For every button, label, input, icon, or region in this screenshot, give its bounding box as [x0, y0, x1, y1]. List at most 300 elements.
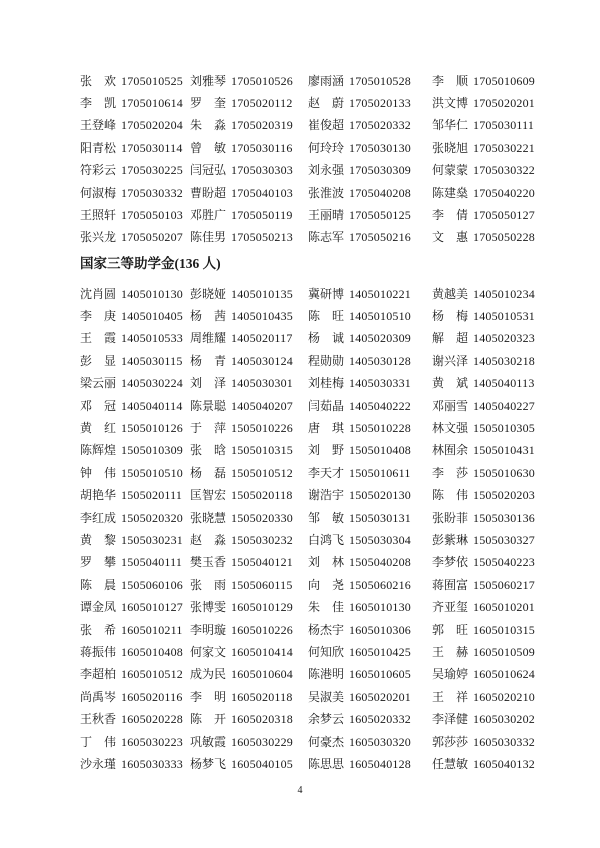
student-id: 1505030131 — [349, 510, 411, 525]
student-id: 1505020320 — [121, 510, 183, 525]
student-id: 1705030225 — [121, 163, 183, 178]
student-entry — [308, 72, 432, 89]
student-entry — [432, 509, 535, 526]
student-id: 1705020319 — [231, 118, 293, 133]
student-id: 1705020201 — [473, 96, 535, 111]
student-id: 1405020309 — [349, 331, 411, 346]
student-entry — [80, 307, 190, 324]
student-entry — [190, 486, 308, 503]
student-name: 张 欢 — [80, 73, 117, 88]
student-entry — [80, 688, 190, 705]
student-id: 1705030130 — [349, 140, 411, 155]
student-entry — [80, 755, 190, 772]
student-entry — [80, 665, 190, 682]
student-name: 王秋香 — [80, 712, 117, 727]
student-id: 1505040111 — [121, 555, 183, 570]
student-entry — [80, 374, 190, 391]
student-name: 林文强 — [432, 421, 469, 436]
student-entry — [190, 531, 308, 548]
student-entry — [190, 374, 308, 391]
student-entry — [432, 441, 535, 458]
student-entry — [432, 184, 535, 201]
student-name: 齐亚玺 — [432, 600, 469, 615]
student-id: 1705030111 — [473, 118, 535, 133]
student-name: 邹 敏 — [308, 510, 345, 525]
student-entry — [80, 733, 190, 750]
student-name: 丁 伟 — [80, 734, 117, 749]
student-entry — [190, 206, 308, 223]
student-name: 王 霞 — [80, 331, 117, 346]
student-id: 1605010306 — [349, 622, 411, 637]
student-entry — [190, 643, 308, 660]
student-entry — [80, 598, 190, 615]
student-id: 1605010129 — [231, 600, 293, 615]
student-name: 周维耀 — [190, 331, 227, 346]
student-id: 1705050228 — [473, 230, 535, 245]
student-id: 1505010226 — [231, 421, 293, 436]
student-id: 1605030332 — [473, 734, 535, 749]
student-entry — [190, 397, 308, 414]
student-id: 1605010512 — [121, 667, 183, 682]
student-entry — [308, 139, 432, 156]
student-id: 1705020133 — [349, 96, 411, 111]
student-entry — [190, 464, 308, 481]
student-id: 1405030224 — [121, 376, 183, 391]
student-entry — [190, 184, 308, 201]
student-id: 1505020111 — [121, 488, 183, 503]
student-id: 1505010408 — [349, 443, 411, 458]
student-entry — [308, 307, 432, 324]
student-entry — [432, 486, 535, 503]
student-id: 1705050216 — [349, 230, 411, 245]
student-name: 樊玉香 — [190, 555, 227, 570]
student-id: 1505040121 — [231, 555, 293, 570]
student-name: 陈 旺 — [308, 309, 345, 324]
student-id: 1405030115 — [121, 353, 183, 368]
student-name: 沙永瑾 — [80, 756, 117, 771]
student-entry — [432, 464, 535, 481]
student-entry — [190, 228, 308, 245]
student-name: 曾 敏 — [190, 140, 227, 155]
student-name: 彭紫琳 — [432, 532, 469, 547]
student-entry — [308, 94, 432, 111]
student-entry — [190, 665, 308, 682]
student-entry — [308, 464, 432, 481]
student-name: 杨 诚 — [308, 331, 345, 346]
student-entry — [190, 329, 308, 346]
student-id: 1605030320 — [349, 734, 411, 749]
student-name: 陈建燊 — [432, 185, 469, 200]
student-id: 1405040207 — [231, 398, 293, 413]
student-name: 张 希 — [80, 622, 117, 637]
student-id: 1405020117 — [231, 331, 293, 346]
student-name: 何知欣 — [308, 644, 345, 659]
student-name: 白鸿飞 — [308, 532, 345, 547]
student-name: 张 雨 — [190, 577, 227, 592]
student-id: 1605010201 — [473, 600, 535, 615]
student-name: 符彩云 — [80, 163, 117, 178]
student-entry — [190, 72, 308, 89]
student-name: 张淮波 — [308, 185, 345, 200]
student-entry — [308, 206, 432, 223]
student-name: 胡艳华 — [80, 488, 117, 503]
student-entry — [80, 329, 190, 346]
student-id: 1505060217 — [473, 577, 535, 592]
student-id: 1505010228 — [349, 421, 411, 436]
student-id: 1405040222 — [349, 398, 411, 413]
student-entry — [308, 285, 432, 302]
student-entry — [80, 621, 190, 638]
student-id: 1605010226 — [231, 622, 293, 637]
student-entry — [432, 576, 535, 593]
student-name: 李红成 — [80, 510, 117, 525]
student-entry — [80, 419, 190, 436]
student-id: 1605030333 — [121, 756, 183, 771]
student-name: 张兴龙 — [80, 230, 117, 245]
student-name: 张盼菲 — [432, 510, 469, 525]
section-heading: 国家三等助学金(136 人) — [80, 256, 221, 271]
student-id: 1505060115 — [231, 577, 293, 592]
student-name: 王 祥 — [432, 689, 469, 704]
student-id: 1405040227 — [473, 398, 535, 413]
student-name: 杨 茜 — [190, 309, 227, 324]
student-id: 1705030309 — [349, 163, 411, 178]
student-name: 匡智宏 — [190, 488, 227, 503]
student-id: 1605010425 — [349, 644, 411, 659]
student-id: 1405030218 — [473, 353, 535, 368]
student-entry — [432, 419, 535, 436]
student-entry — [432, 374, 535, 391]
student-entry — [432, 228, 535, 245]
student-name: 黄 红 — [80, 421, 117, 436]
student-name: 李天才 — [308, 465, 345, 480]
student-name: 杨 磊 — [190, 465, 227, 480]
student-name: 彭 显 — [80, 353, 117, 368]
student-entry — [190, 509, 308, 526]
student-id: 1705010528 — [349, 73, 411, 88]
student-name: 李 顺 — [432, 73, 469, 88]
student-name: 陈 伟 — [432, 488, 469, 503]
student-entry — [308, 329, 432, 346]
student-id: 1405010533 — [121, 331, 183, 346]
student-id: 1605010211 — [121, 622, 183, 637]
student-name: 陈辉煌 — [80, 443, 117, 458]
student-id: 1705030116 — [231, 140, 293, 155]
student-name: 邓 冠 — [80, 398, 117, 413]
student-id: 1405030128 — [349, 353, 411, 368]
student-id: 1605010605 — [349, 667, 411, 682]
student-name: 黄 斌 — [432, 376, 469, 391]
student-id: 1705020332 — [349, 118, 411, 133]
student-entry — [190, 621, 308, 638]
student-name: 杨杰宇 — [308, 622, 345, 637]
student-id: 1705030322 — [473, 163, 535, 178]
student-entry — [190, 285, 308, 302]
student-name: 刘桂梅 — [308, 376, 345, 391]
student-name: 任慧敏 — [432, 756, 469, 771]
student-name: 黄越美 — [432, 286, 469, 301]
student-name: 邹华仁 — [432, 118, 469, 133]
student-name: 何蒙蒙 — [432, 163, 469, 178]
student-name: 邓胜广 — [190, 208, 227, 223]
student-name: 邓丽雪 — [432, 398, 469, 413]
student-id: 1505010309 — [121, 443, 183, 458]
student-name: 巩敏霞 — [190, 734, 227, 749]
student-name: 赵 蔚 — [308, 96, 345, 111]
student-id: 1705010526 — [231, 73, 293, 88]
student-id: 1405040113 — [473, 376, 535, 391]
student-entry — [190, 598, 308, 615]
student-entry — [308, 397, 432, 414]
student-name: 陈佳男 — [190, 230, 227, 245]
student-name: 程勋勋 — [308, 353, 345, 368]
student-id: 1605020116 — [121, 689, 183, 704]
page-number: 4 — [297, 785, 303, 796]
student-id: 1605010624 — [473, 667, 535, 682]
student-name: 郭莎莎 — [432, 734, 469, 749]
student-name: 彭晓娅 — [190, 286, 227, 301]
student-name: 杨 青 — [190, 353, 227, 368]
student-id: 1405030331 — [349, 376, 411, 391]
student-name: 王照轩 — [80, 208, 117, 223]
student-id: 1505010315 — [231, 443, 293, 458]
student-entry — [432, 206, 535, 223]
student-id: 1605010604 — [231, 667, 293, 682]
student-id: 1605010408 — [121, 644, 183, 659]
student-entry — [80, 72, 190, 89]
student-name: 王 赫 — [432, 644, 469, 659]
student-name: 沈肖圆 — [80, 286, 117, 301]
student-entry — [190, 553, 308, 570]
student-name: 钟 伟 — [80, 465, 117, 480]
student-id: 1505030327 — [473, 532, 535, 547]
student-id: 1605020118 — [231, 689, 293, 704]
student-name: 文 惠 — [432, 230, 469, 245]
student-name: 李 凯 — [80, 96, 117, 111]
student-entry — [308, 228, 432, 245]
student-name: 林囿余 — [432, 443, 469, 458]
student-entry — [80, 161, 190, 178]
student-name: 何家文 — [190, 644, 227, 659]
student-entry — [80, 464, 190, 481]
student-name: 李 倩 — [432, 208, 469, 223]
student-entry — [432, 94, 535, 111]
student-entry — [80, 397, 190, 414]
student-id: 1505010305 — [473, 421, 535, 436]
student-id: 1605010315 — [473, 622, 535, 637]
student-name: 谭金凤 — [80, 600, 117, 615]
student-name: 刘 林 — [308, 555, 345, 570]
student-id: 1605030229 — [231, 734, 293, 749]
student-id: 1705020204 — [121, 118, 183, 133]
student-entry — [432, 329, 535, 346]
student-name: 张 晗 — [190, 443, 227, 458]
student-entry — [80, 441, 190, 458]
student-name: 王登峰 — [80, 118, 117, 133]
student-id: 1705010609 — [473, 73, 535, 88]
student-id: 1505030232 — [231, 532, 293, 547]
student-entry — [432, 161, 535, 178]
student-id: 1405020323 — [473, 331, 535, 346]
student-entry — [80, 576, 190, 593]
student-id: 1405010405 — [121, 309, 183, 324]
student-id: 1505030304 — [349, 532, 411, 547]
student-id: 1505060216 — [349, 577, 411, 592]
student-name: 唐 琪 — [308, 421, 345, 436]
student-id: 1705010614 — [121, 96, 183, 111]
student-entry — [432, 755, 535, 772]
student-id: 1705030221 — [473, 140, 535, 155]
student-name: 闫茹晶 — [308, 398, 345, 413]
student-entry — [190, 419, 308, 436]
student-name: 蒋振伟 — [80, 644, 117, 659]
student-id: 1605040132 — [473, 756, 535, 771]
student-entry — [308, 161, 432, 178]
student-entry — [432, 307, 535, 324]
student-entry — [308, 621, 432, 638]
student-entry — [80, 206, 190, 223]
student-entry — [190, 161, 308, 178]
student-name: 曹盼超 — [190, 185, 227, 200]
student-name: 陈港明 — [308, 667, 345, 682]
student-entry — [432, 397, 535, 414]
student-id: 1605010127 — [121, 600, 183, 615]
student-entry — [80, 285, 190, 302]
student-id: 1705030332 — [121, 185, 183, 200]
student-entry — [432, 710, 535, 727]
student-id: 1705050125 — [349, 208, 411, 223]
student-name: 成为民 — [190, 667, 227, 682]
student-entry — [432, 531, 535, 548]
student-name: 陈景聪 — [190, 398, 227, 413]
student-name: 刘永强 — [308, 163, 345, 178]
student-id: 1505010611 — [349, 465, 411, 480]
student-entry — [80, 509, 190, 526]
student-name: 陈思思 — [308, 756, 345, 771]
student-id: 1605020228 — [121, 712, 183, 727]
student-entry — [190, 576, 308, 593]
student-id: 1405010135 — [231, 286, 293, 301]
student-name: 张晓慧 — [190, 510, 227, 525]
student-id: 1605030202 — [473, 712, 535, 727]
student-name: 崔俊超 — [308, 118, 345, 133]
student-name: 解 超 — [432, 331, 469, 346]
student-entry — [308, 509, 432, 526]
student-id: 1505010512 — [231, 465, 293, 480]
student-name: 郭 旺 — [432, 622, 469, 637]
student-name: 赵 淼 — [190, 532, 227, 547]
student-id: 1505020330 — [231, 510, 293, 525]
student-entry — [308, 116, 432, 133]
student-entry — [80, 116, 190, 133]
student-name: 罗 攀 — [80, 555, 117, 570]
student-entry — [80, 228, 190, 245]
student-name: 尚禹岑 — [80, 689, 117, 704]
student-entry — [308, 419, 432, 436]
student-entry — [308, 374, 432, 391]
student-entry — [432, 688, 535, 705]
student-id: 1705010525 — [121, 73, 183, 88]
student-name: 刘 泽 — [190, 376, 227, 391]
student-entry — [432, 733, 535, 750]
student-id: 1605040128 — [349, 756, 411, 771]
student-id: 1605020210 — [473, 689, 535, 704]
student-id: 1605020201 — [349, 689, 411, 704]
student-entry — [190, 755, 308, 772]
student-id: 1605020318 — [231, 712, 293, 727]
student-id: 1505030231 — [121, 532, 183, 547]
student-name: 陈 开 — [190, 712, 227, 727]
student-name: 吴瑜婷 — [432, 667, 469, 682]
student-entry — [432, 116, 535, 133]
student-entry — [432, 643, 535, 660]
student-entry — [190, 688, 308, 705]
student-entry — [308, 598, 432, 615]
student-id: 1705020112 — [231, 96, 293, 111]
student-entry — [432, 665, 535, 682]
student-entry — [432, 553, 535, 570]
student-name: 李超柏 — [80, 667, 117, 682]
student-id: 1405030301 — [231, 376, 293, 391]
student-name: 李明璇 — [190, 622, 227, 637]
student-name: 李 莎 — [432, 465, 469, 480]
student-name: 何豪杰 — [308, 734, 345, 749]
student-entry — [190, 139, 308, 156]
student-entry — [308, 643, 432, 660]
student-name: 王丽晴 — [308, 208, 345, 223]
student-id: 1505010126 — [121, 421, 183, 436]
student-entry — [432, 285, 535, 302]
student-id: 1605010130 — [349, 600, 411, 615]
student-id: 1705030114 — [121, 140, 183, 155]
student-entry — [432, 352, 535, 369]
student-entry — [190, 94, 308, 111]
student-id: 1505030136 — [473, 510, 535, 525]
student-entry — [80, 139, 190, 156]
student-entry — [80, 486, 190, 503]
scholarship-list-main — [80, 282, 535, 775]
student-id: 1505020203 — [473, 488, 535, 503]
student-id: 1605010414 — [231, 644, 293, 659]
student-name: 李泽健 — [432, 712, 469, 727]
student-name: 廖雨涵 — [308, 73, 345, 88]
student-name: 何玲玲 — [308, 140, 345, 155]
student-name: 朱 淼 — [190, 118, 227, 133]
student-entry — [190, 733, 308, 750]
student-entry — [432, 598, 535, 615]
student-entry — [308, 352, 432, 369]
student-entry — [190, 710, 308, 727]
student-entry — [308, 688, 432, 705]
student-id: 1605020332 — [349, 712, 411, 727]
student-id: 1705030303 — [231, 163, 293, 178]
student-id: 1705040103 — [231, 185, 293, 200]
student-name: 谢兴泽 — [432, 353, 469, 368]
student-entry — [432, 139, 535, 156]
student-name: 谢浩宇 — [308, 488, 345, 503]
student-id: 1605010509 — [473, 644, 535, 659]
student-id: 1405030124 — [231, 353, 293, 368]
student-name: 杨梦飞 — [190, 756, 227, 771]
student-id: 1505020118 — [231, 488, 293, 503]
student-entry — [308, 441, 432, 458]
student-id: 1505040208 — [349, 555, 411, 570]
student-name: 何淑梅 — [80, 185, 117, 200]
student-entry — [80, 94, 190, 111]
student-entry — [308, 665, 432, 682]
student-name: 李 明 — [190, 689, 227, 704]
student-entry — [190, 116, 308, 133]
